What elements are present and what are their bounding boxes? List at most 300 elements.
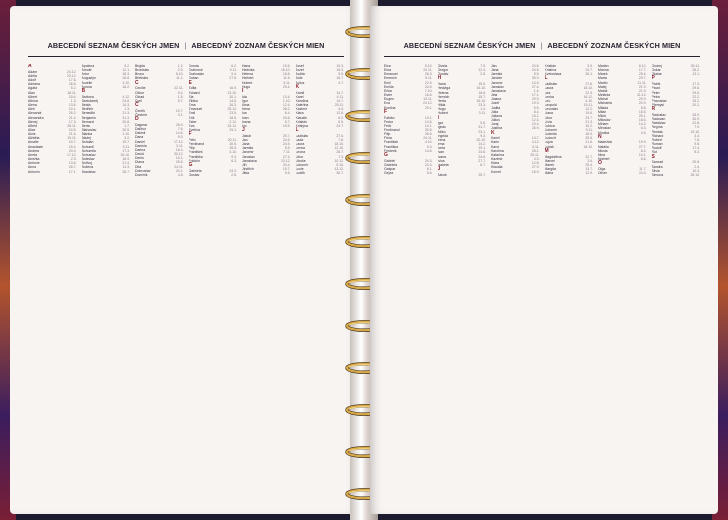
name-day-date: 2.9.: [177, 68, 184, 73]
right-name-columns: [384, 64, 700, 508]
name-text: Jarmila: [242, 146, 254, 151]
name-day-date: 11.6.: [283, 76, 291, 81]
name-day-date: 16.9.: [585, 132, 593, 137]
name-day-date: 24.5.: [424, 84, 433, 89]
name-day-date: 2.4.: [694, 164, 700, 169]
name-text: Eva: [188, 123, 195, 128]
name-day-date: 5.5.: [533, 105, 540, 110]
name-text: Fedor: [384, 119, 393, 124]
name-text: Ema: [188, 103, 196, 108]
name-day-date: 4.7.: [338, 80, 344, 85]
name-text: Pravoslav: [651, 98, 667, 103]
name-text: Helena: [242, 72, 253, 77]
name-day-date: 24.1.: [175, 168, 184, 173]
name-day-date: 28.1.: [531, 148, 540, 153]
name-day-date: 14.9.: [531, 80, 540, 85]
name-day-date: 10.12.: [334, 158, 344, 163]
name-text: Anastázie: [28, 144, 44, 149]
name-day-date: 29.6.: [692, 90, 700, 95]
name-text: Leo: [544, 98, 551, 103]
name-text: Jozef: [295, 68, 304, 73]
name-text: Daniela: [135, 143, 147, 148]
name-text: Antonín: [28, 169, 40, 174]
name-day-date: 18.3.: [175, 147, 184, 152]
name-text: Aleš: [28, 107, 35, 112]
name-entry: [438, 173, 487, 177]
name-text: Gejza: [384, 171, 393, 176]
name-text: Gregor: [437, 68, 449, 73]
name-day-date: 4.11.: [336, 94, 344, 99]
name-text: Karel: [295, 94, 304, 99]
name-text: Ema: [384, 68, 392, 73]
name-day-date: 16.12.: [583, 94, 593, 99]
name-day-date: 13.4.: [282, 94, 291, 99]
name-day-date: 29.1.: [229, 127, 237, 132]
name-day-date: 24.7.: [336, 123, 344, 128]
name-text: Oskar: [651, 68, 661, 73]
name-entry: [545, 171, 594, 175]
name-text: Čestmír: [135, 113, 148, 117]
name-text: Rudolf: [651, 146, 662, 151]
name-day-date: 19.7.: [122, 140, 130, 145]
name-day-date: 17.3.: [122, 148, 130, 153]
name-text: Flóra: [384, 136, 392, 141]
name-day-date: 27.9.: [531, 165, 540, 170]
name-day-date: 31.3.: [122, 115, 130, 120]
name-text: Hana: [437, 82, 446, 87]
name-day-date: 25.12.: [227, 107, 237, 112]
name-text: Judita: [295, 72, 305, 77]
name-entry: [135, 173, 184, 177]
name-text: Libuše: [295, 158, 306, 163]
name-text: Ľubica: [544, 123, 555, 128]
section-letter: A: [28, 64, 32, 69]
name-text: Ignác: [437, 125, 446, 130]
name-day-date: 27.7.: [638, 144, 647, 149]
name-text: Darina: [135, 147, 146, 152]
name-text: Gabriel: [384, 158, 396, 163]
name-text: Agáta: [28, 86, 37, 91]
name-text: Daniel: [135, 139, 145, 144]
name-day-date: 24.11.: [423, 68, 433, 73]
name-day-date: 19.3.: [336, 64, 344, 68]
section-letter: K: [295, 83, 300, 90]
name-day-date: 15.10.: [690, 129, 700, 134]
name-day-date: 24.3.: [424, 158, 433, 163]
name-text: Hugo: [242, 84, 251, 89]
left-page-header: [28, 34, 344, 57]
name-day-date: 2.3.: [70, 157, 77, 162]
name-entry: [82, 170, 131, 174]
name-text: Luděk: [295, 171, 305, 176]
left-header-cz-title: ABECEDNÍ SEZNAM ČESKÝCH JMEN: [47, 40, 180, 50]
name-day-date: 12.2.: [585, 107, 593, 112]
name-text: Klaudia: [491, 165, 503, 170]
name-text: Leopold: [544, 103, 557, 108]
name-day-date: 1.5.: [177, 94, 184, 99]
name-day-date: 28.2.: [282, 107, 291, 112]
name-text: Kamil: [491, 136, 500, 141]
name-text: Hana: [242, 64, 251, 68]
name-text: Aurora: [81, 84, 92, 89]
name-day-date: 1.3.: [124, 107, 130, 112]
name-text: Bohumila: [81, 148, 96, 153]
section-letter: F: [188, 131, 192, 138]
name-day-date: 18.10.: [334, 142, 344, 147]
name-text: Anežka: [28, 157, 40, 162]
name-day-date: 15.7.: [478, 94, 486, 99]
name-day-date: 20.4.: [68, 94, 77, 99]
right-page: [370, 6, 718, 514]
name-day-date: 9.3.: [480, 133, 486, 138]
section-letter: J: [242, 126, 245, 133]
name-day-date: 27.5.: [229, 76, 237, 81]
name-day-date: 29.1.: [424, 105, 433, 110]
name-day-date: 13.10.: [227, 90, 237, 95]
name-day-date: 24.11.: [174, 164, 184, 169]
name-text: Alfréd: [28, 123, 37, 128]
name-day-date: 18.10.: [583, 144, 593, 149]
name-text: Lubomír: [295, 162, 309, 167]
section-letter: G: [384, 151, 388, 158]
name-day-date: 26.3.: [424, 72, 433, 77]
name-text: Emil: [384, 80, 391, 85]
name-day-date: 6.3.: [640, 126, 647, 131]
name-entry: [598, 171, 647, 175]
name-text: Karol: [491, 144, 500, 149]
name-entry: [28, 170, 77, 174]
name-text: Laura: [544, 86, 554, 91]
name-day-date: 10.1.: [175, 156, 184, 161]
name-day-date: 7.5.: [480, 64, 486, 68]
name-day-date: 3.1.: [177, 113, 184, 117]
name-text: Michal: [598, 97, 608, 102]
section-letter: R: [651, 106, 656, 113]
name-text: Jaroslava: [491, 88, 506, 93]
name-day-date: 18.10.: [583, 86, 593, 91]
name-day-date: 24.3.: [424, 162, 433, 167]
name-day-date: 21.9.: [638, 88, 647, 93]
name-text: Albert: [28, 94, 37, 99]
name-text: Michaela: [598, 101, 612, 106]
name-day-date: 5.10.: [424, 64, 433, 68]
name-day-date: 23.7.: [585, 115, 593, 120]
name-day-date: 28.9.: [175, 122, 184, 127]
name-day-date: 17.7.: [638, 68, 647, 73]
name-day-date: 18.11.: [67, 90, 77, 95]
name-day-date: 11.1.: [176, 76, 184, 81]
name-text: Jana: [242, 142, 250, 147]
name-day-date: 24.3.: [229, 168, 237, 173]
name-text: David: [135, 152, 144, 157]
right-header-sk-title: ABECEDNÝ ZOZNAM ČESKÝCH MIEN: [547, 40, 681, 50]
name-text: Ctibor: [135, 90, 145, 95]
name-text: Ivana: [242, 119, 251, 124]
name-day-date: 13.1.: [692, 72, 700, 77]
name-text: Radovan: [651, 117, 666, 122]
name-day-date: 5.6.: [426, 171, 433, 176]
name-text: Čeněk: [135, 108, 145, 113]
name-text: Rastislav: [651, 121, 666, 126]
right-header-cz-title: ABECEDNÍ SEZNAM ČESKÝCH JMEN: [403, 40, 536, 50]
name-text: Františka: [188, 154, 203, 159]
name-text: Jan: [242, 137, 248, 142]
name-text: Cyril: [135, 98, 142, 103]
name-text: Emerich: [384, 76, 397, 81]
name-day-date: 26.2.: [68, 111, 77, 116]
name-text: Gustáv: [437, 72, 449, 77]
name-day-date: 20.1.: [229, 94, 237, 99]
name-day-date: 9.3.: [231, 154, 237, 159]
name-text: Adriana: [28, 82, 40, 87]
name-text: Martin: [598, 80, 608, 85]
name-day-date: 24.12.: [422, 101, 433, 106]
name-text: Jiří: [242, 162, 247, 167]
name-day-date: 30.12.: [173, 152, 184, 157]
name-day-date: 22.2.: [692, 94, 700, 99]
name-text: Hedviga: [437, 86, 451, 91]
name-text: Lukáš: [544, 144, 554, 149]
name-day-date: 13.7.: [585, 167, 593, 172]
name-day-date: 24.6.: [282, 115, 291, 120]
name-day-date: 3.11.: [478, 111, 486, 116]
name-day-date: 24.6.: [531, 64, 540, 68]
name-day-date: 26.5.: [424, 132, 433, 137]
section-letter: L: [295, 126, 299, 133]
name-day-date: 23.3.: [478, 103, 486, 108]
name-text: František: [384, 140, 399, 145]
name-day-date: 9.9.: [177, 135, 184, 140]
name-day-date: 29.7.: [638, 76, 647, 81]
name-day-date: 14.6.: [424, 148, 433, 153]
name-day-date: 5.2.: [70, 86, 77, 91]
name-text: Lenka: [295, 146, 305, 151]
name-day-date: 24.12.: [227, 123, 237, 128]
name-day-date: 12.10.: [334, 146, 344, 151]
name-day-date: 24.12.: [66, 69, 77, 74]
name-text: Július: [491, 118, 500, 123]
name-day-date: 14.1.: [424, 123, 433, 128]
name-column: [189, 64, 238, 508]
name-day-date: 21.9.: [638, 84, 647, 89]
name-day-date: 4.10.: [585, 98, 593, 103]
name-text: Klára: [491, 161, 500, 166]
name-text: Dobroslav: [135, 168, 151, 173]
name-day-date: 1.2.: [177, 64, 184, 68]
name-text: Patrik: [651, 82, 661, 87]
name-text: Bohdan: [81, 140, 94, 145]
name-text: Felix: [384, 123, 392, 128]
name-day-date: 5.11.: [425, 76, 433, 81]
name-day-date: 1.10.: [282, 98, 291, 103]
name-text: Magdaléna: [544, 154, 562, 159]
name-text: Liana: [544, 111, 553, 116]
section-letter: P: [651, 75, 655, 82]
name-text: Jozef: [491, 101, 500, 106]
name-day-date: 19.11.: [67, 136, 77, 141]
name-day-date: 7.11.: [283, 150, 291, 155]
name-day-date: 11.11.: [637, 80, 647, 85]
name-day-date: 6.10.: [175, 72, 184, 77]
name-text: Miloslav: [598, 118, 611, 123]
name-day-date: 25.7.: [478, 172, 486, 177]
name-day-date: 16.9.: [229, 86, 237, 91]
name-day-date: 4.3.: [533, 157, 540, 162]
name-day-date: 26.2.: [692, 68, 700, 73]
name-text: Miroslav: [598, 126, 611, 131]
name-text: Libor: [544, 115, 553, 120]
name-text: Jindřich: [242, 167, 254, 172]
name-day-date: 9.4.: [177, 90, 184, 95]
name-day-date: 4.10.: [424, 140, 433, 145]
name-text: Amálie: [28, 140, 39, 145]
name-text: Gabriela: [188, 168, 202, 173]
name-text: Erik: [188, 115, 195, 120]
name-column: [438, 64, 487, 508]
name-text: Jaroslava: [242, 158, 257, 163]
name-day-date: 12.3.: [478, 68, 486, 73]
name-text: Filip: [188, 146, 195, 151]
name-text: Frederik: [384, 148, 397, 153]
name-text: Libor: [295, 154, 304, 159]
name-text: Bronislav: [135, 68, 150, 73]
name-text: Brigita: [135, 64, 145, 68]
name-text: Eduard: [188, 90, 200, 95]
name-text: Erika: [384, 88, 392, 93]
name-text: Bartoloměj: [81, 98, 98, 103]
name-day-date: 19.3.: [531, 101, 540, 106]
name-day-date: 7.8.: [338, 137, 344, 142]
section-letter: E: [188, 79, 192, 86]
name-day-date: 26.7.: [68, 165, 77, 170]
name-day-date: 28.7.: [336, 150, 344, 155]
name-text: Arnošt: [81, 68, 92, 73]
name-day-date: 1.3.: [70, 98, 77, 103]
left-header-sk-title: ABECEDNÝ ZOZNAM ČESKÝCH MIEN: [191, 40, 325, 50]
name-day-date: 24.3.: [638, 171, 647, 176]
name-text: Františka: [384, 144, 399, 149]
name-day-date: 4.10.: [229, 150, 237, 155]
name-day-date: 26.9.: [531, 126, 540, 131]
name-day-date: 30.9.: [531, 76, 540, 81]
name-text: Roman: [651, 142, 663, 147]
name-text: Miriam: [598, 122, 609, 127]
name-column: [296, 64, 345, 508]
name-text: Rút: [651, 150, 657, 155]
name-text: Lujza: [544, 140, 553, 145]
name-text: Ľubomír: [544, 127, 558, 132]
name-day-date: 30.5.: [229, 142, 237, 147]
name-day-date: 19.5.: [282, 123, 291, 128]
name-text: Benjamín: [81, 115, 97, 120]
name-day-date: 11.7.: [639, 167, 647, 172]
name-text: Ľudovít: [544, 136, 556, 141]
name-text: Milan: [598, 109, 607, 114]
name-text: Anna: [28, 165, 37, 170]
name-day-date: 19.9.: [638, 140, 647, 145]
name-text: Andrea: [28, 148, 40, 153]
section-letter: Č: [135, 102, 139, 109]
name-day-date: 19.7.: [175, 108, 184, 113]
name-day-date: 31.7.: [478, 125, 486, 130]
name-day-date: 2.6.: [587, 158, 593, 163]
name-day-date: 27.6.: [336, 133, 344, 138]
name-text: Cecílie: [135, 86, 146, 91]
name-day-date: 6.2.: [231, 64, 237, 68]
name-day-date: 1.4.: [533, 88, 540, 93]
name-day-date: 16.7.: [336, 76, 344, 81]
name-day-date: 14.2.: [478, 142, 486, 147]
name-text: Boleslav: [81, 157, 95, 162]
name-day-date: 15.4.: [68, 144, 77, 149]
name-text: Kristýna: [295, 123, 308, 128]
left-header-separator: |: [184, 40, 187, 50]
name-text: Nina: [598, 152, 606, 157]
name-text: Alexandr: [28, 111, 42, 116]
name-day-date: 22.11.: [174, 86, 184, 91]
name-text: Karin: [491, 140, 500, 145]
name-day-date: 14.2.: [638, 122, 647, 127]
name-day-date: 18.6.: [638, 118, 647, 123]
name-day-date: 12.8.: [531, 161, 540, 166]
name-day-date: 12.4.: [282, 103, 291, 108]
name-day-date: 2.8.: [231, 172, 237, 177]
name-day-date: 1.7.: [124, 123, 130, 128]
name-day-date: 24.8.: [122, 98, 130, 103]
name-text: Melánia: [598, 93, 611, 98]
name-text: Justína: [491, 126, 503, 131]
name-text: Blanka: [81, 132, 93, 137]
name-day-date: 26.3.: [229, 103, 237, 108]
name-text: Nadežda: [598, 140, 612, 145]
name-day-date: 21.6.: [68, 132, 77, 137]
name-day-date: 25.1.: [638, 113, 647, 118]
name-text: Iva: [242, 111, 247, 116]
name-text: Regína: [651, 125, 663, 130]
section-letter: G: [188, 161, 193, 168]
name-text: Emil: [188, 111, 196, 116]
name-text: Herbert: [242, 76, 254, 81]
name-text: Gizela: [437, 64, 448, 68]
name-text: Oliver: [598, 171, 607, 176]
name-text: Kateřina: [295, 103, 309, 108]
name-day-date: 23.12.: [66, 73, 77, 78]
name-day-date: 17.6.: [68, 78, 77, 83]
name-text: Natália: [598, 144, 609, 149]
name-day-date: 4.12.: [122, 94, 130, 99]
name-day-date: 19.1.: [478, 146, 486, 151]
name-entry: [491, 170, 540, 174]
name-day-date: 24.5.: [282, 142, 291, 147]
name-text: Eliška: [188, 98, 198, 103]
name-column: [82, 64, 131, 508]
name-day-date: 26.10.: [120, 152, 130, 157]
name-text: Simona: [651, 172, 664, 177]
name-text: Ferdinand: [384, 127, 400, 132]
name-text: Evelína: [384, 105, 396, 110]
name-day-date: 30.7.: [336, 171, 344, 176]
name-day-date: 8.4.: [533, 109, 540, 114]
name-day-date: 27.6.: [585, 82, 593, 87]
name-text: Marek: [598, 72, 608, 77]
name-text: Ladislav: [295, 133, 309, 138]
name-text: Barbora: [81, 94, 94, 99]
name-text: Jarolím: [491, 76, 503, 81]
name-text: Blahoslav: [81, 127, 97, 132]
name-day-date: 22.5.: [424, 80, 433, 85]
name-text: Hugo: [437, 107, 446, 112]
name-text: Emanuel: [188, 107, 203, 112]
